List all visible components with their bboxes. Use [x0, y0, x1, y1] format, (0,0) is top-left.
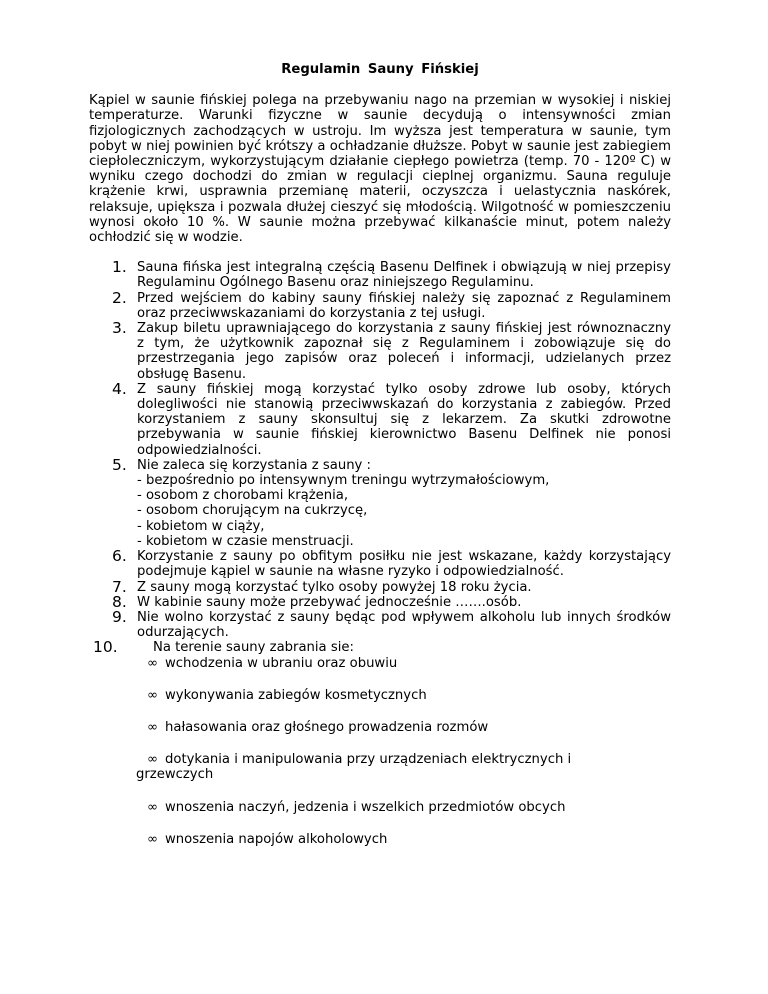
rules-list [89, 260, 671, 847]
contraindication-item: - osobom z chorobami krążenia, [137, 488, 349, 504]
rule-text: Przed wejściem do kabiny sauny fińskiej należy się zapoznać z Regulaminem oraz przeciwwskazaniami do korzystania z tej usługi. [137, 290, 671, 321]
rule-text: Nie zaleca się korzystania z sauny : [137, 457, 372, 473]
rule-text: Korzystanie z sauny po obfitym posiłku nie jest wskazane, każdy korzystający podejmuje kąpiel w saunie na własne ryzyko i odpowiedzialność. [137, 549, 671, 580]
rule-text: Na terenie sauny zabrania sie: [153, 640, 354, 656]
contraindication-item: - osobom chorującym na cukrzycę, [137, 503, 368, 519]
prohibition-text: dotykania i manipulowania przy urządzeniach elektrycznych i [165, 752, 572, 768]
rule-item-10 [89, 640, 671, 847]
prohibition-item [89, 800, 671, 815]
infinity-bullet-icon: ∞ [147, 799, 158, 815]
rule-item [89, 260, 671, 290]
prohibition-text-continuation: grzewczych [136, 767, 214, 783]
rule-text: Z sauny fińskiej mogą korzystać tylko osoby zdrowe lub osoby, których dolegliwości nie stanowią przeciwwskazań do korzystania z zabiegów. Przed korzystaniem z sauny skonsultuj się z lekarzem. Za skutki zdrowotne przebywania w saunie fińskiej kierownictwo Basenu Delfinek nie ponosi odpowiedzialności. [137, 381, 671, 458]
prohibition-text: wykonywania zabiegów kosmetycznych [165, 687, 427, 703]
rule-text: Nie wolno korzystać z sauny będąc pod wpływem alkoholu lub innych środków odurzających. [137, 609, 671, 641]
rule-item [89, 455, 671, 549]
rule-number: 8. [112, 592, 127, 611]
rule-number: 10. [93, 638, 118, 657]
rule-text: W kabinie sauny może przebywać jednocześnie …….osób. [137, 594, 522, 610]
prohibition-item [89, 656, 671, 671]
contraindication-item: - bezpośrednio po intensywnym treningu wytrzymałościowym, [137, 473, 550, 489]
document-page [89, 62, 671, 847]
intro-paragraph: Kąpiel w saunie fińskiej polega na przebywaniu nago na przemian w wysokiej i niskiej temperaturze. Warunki fizyczne w saunie decydują o intensywności zmian fizjologicznych zachodzących w ustroju. Im wyższa jest temperatura w saunie, tym pobyt w niej powinien być krótszy a ochładzanie dłuższe. Pobyt w saunie jest zabiegiem ciepłoleczniczym, wykorzystującym działanie ciepłego powietrza (temp. 70 - 120º C) w wyniku czego dochodzi do zmian w regulacji cieplnej organizmu. Sauna reguluje krążenie krwi, usprawnia przemianę materii, oczyszcza i uelastycznia naskórek, relaksuje, upiększa i pozwala dłużej cieszyć się młodością. Wilgotność w pomieszczeniu wynosi około 10 %. W saunie można przebywać kilkanaście minut, potem należy ochłodzić się w wodzie. [89, 93, 671, 246]
rule-item [89, 592, 671, 611]
infinity-bullet-icon: ∞ [147, 831, 158, 847]
prohibition-text: wnoszenia napojów alkoholowych [165, 831, 388, 847]
rule-item [89, 379, 671, 458]
infinity-bullet-icon: ∞ [147, 752, 158, 768]
rule-number: 9. [112, 607, 127, 626]
rule-item [89, 577, 671, 596]
rule-number: 3. [112, 319, 127, 338]
rule-number: 1. [112, 258, 127, 277]
rule-item [89, 607, 671, 641]
document-title: Regulamin Sauny Fińskiej [281, 62, 479, 77]
prohibition-text: wchodzenia w ubraniu oraz obuwiu [165, 655, 398, 671]
rule-number: 7. [112, 577, 127, 596]
rule-text: Sauna fińska jest integralną częścią Basenu Delfinek i obwiązują w niej przepisy Regulaminu Ogólnego Basenu oraz niniejszego Regulaminu. [137, 260, 671, 291]
rule-text: Z sauny mogą korzystać tylko osoby powyżej 18 roku życia. [137, 579, 532, 595]
rule-text: Zakup biletu uprawniającego do korzystania z sauny fińskiej jest równoznaczny z tym, że użytkownik zapoznał się z Regulaminem i zobowiązuje się do przestrzegania jego zapisów oraz poleceń i informacji, udzielanych przez obsługę Basenu. [137, 321, 671, 382]
rule-item [89, 321, 671, 382]
contraindication-item: - kobietom w czasie menstruacji. [137, 533, 354, 549]
prohibition-item [89, 720, 671, 735]
infinity-bullet-icon: ∞ [147, 687, 158, 703]
rule-number: 5. [112, 455, 127, 474]
contraindication-item: - kobietom w ciąży, [137, 518, 265, 534]
prohibition-item [89, 688, 671, 703]
rule-item [89, 288, 671, 321]
prohibition-item [89, 752, 671, 767]
rule-number: 6. [112, 547, 127, 566]
rule-item [89, 549, 671, 579]
rule-number: 4. [112, 379, 127, 398]
rule-number: 2. [112, 288, 127, 307]
prohibition-item [89, 832, 671, 847]
prohibition-text: wnoszenia naczyń, jedzenia i wszelkich przedmiotów obcych [165, 799, 566, 815]
infinity-bullet-icon: ∞ [147, 655, 158, 671]
infinity-bullet-icon: ∞ [147, 719, 158, 735]
prohibition-text: hałasowania oraz głośnego prowadzenia rozmów [165, 719, 489, 735]
